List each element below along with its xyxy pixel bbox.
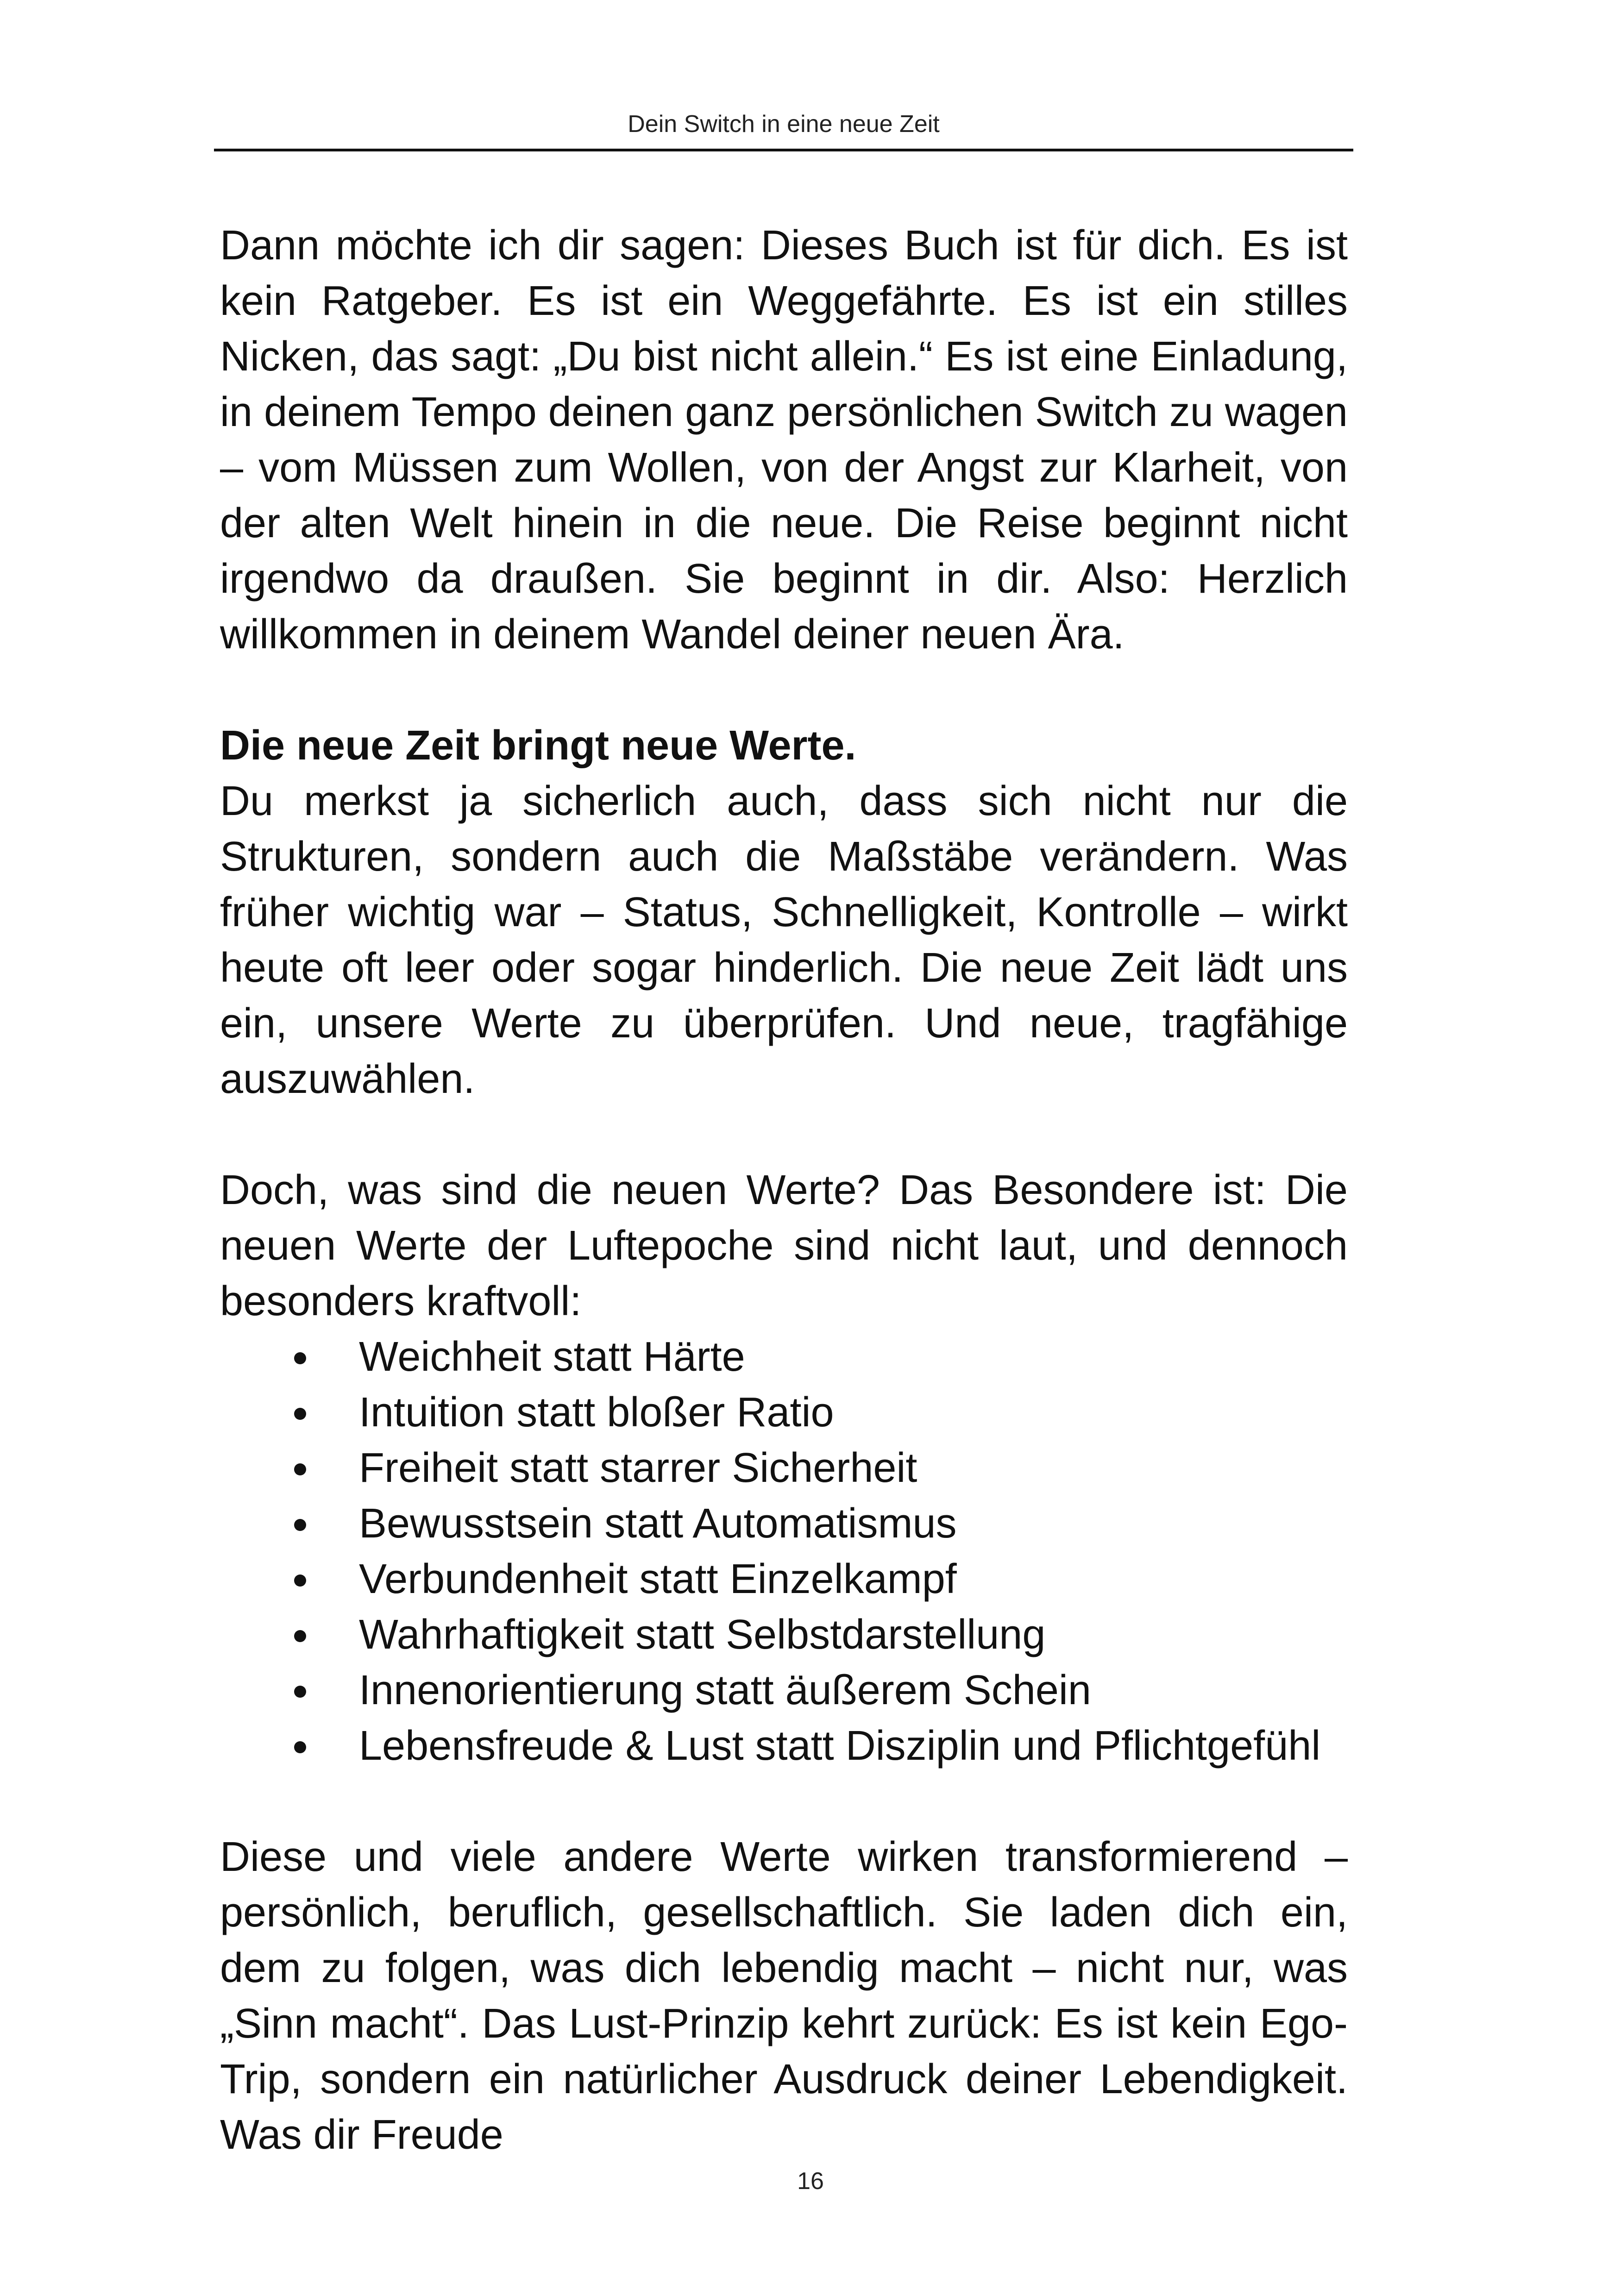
header-rule — [214, 149, 1353, 151]
list-item — [220, 1440, 1348, 1496]
list-item-text: Innenorientierung statt äußerem Schein — [359, 1667, 1091, 1713]
list-item-text: Wahrhaftigkeit statt Selbstdarstellung — [359, 1612, 1046, 1658]
list-item-text: Verbundenheit statt Einzelkampf — [359, 1556, 957, 1602]
list-item — [220, 1607, 1348, 1662]
list-item-text: Bewusstsein statt Automatismus — [359, 1500, 957, 1547]
list-item-text: Freiheit statt starrer Sicherheit — [359, 1445, 917, 1491]
bullet-icon — [294, 1408, 306, 1420]
list-item — [220, 1662, 1348, 1718]
list-item — [220, 1385, 1348, 1440]
list-item — [220, 1551, 1348, 1607]
running-header: Dein Switch in eine neue Zeit — [628, 111, 940, 138]
page-number: 16 — [797, 2168, 824, 2195]
paragraph-question: Doch, was sind die neuen Werte? Das Besondere ist: Die neuen Werte der Luftepoche sind nicht laut, und dennoch besonders kraftvoll: — [220, 1167, 1348, 1324]
section-heading: Die neue Zeit bringt neue Werte. — [220, 722, 856, 769]
bullet-icon — [294, 1463, 306, 1475]
bullet-icon — [294, 1519, 306, 1531]
paragraph-intro: Dann möchte ich dir sagen: Dieses Buch ist für dich. Es ist kein Ratgeber. Es ist ein Weggefährte. Es ist ein stilles Nicken, das sagt: „Du bist nicht allein.“ Es ist eine Einladung, in deinem Tempo deinen ganz persönlichen Switch zu wagen – vom Müssen zum Wollen, von der Angst zur Klarheit, von der alten Welt hinein in die neue. Die Reise beginnt nicht irgendwo da draußen. Sie beginnt in dir. Also: Herzlich willkommen in deinem Wandel deiner neuen Ära. — [220, 222, 1348, 658]
list-item — [220, 1329, 1348, 1385]
bullet-icon — [294, 1741, 306, 1753]
paragraph-transformation: Diese und viele andere Werte wirken transformierend – persönlich, beruflich, gesellschaftlich. Sie laden dich ein, dem zu folgen, was dich lebendig macht – nicht nur, was „Sinn macht“. Das Lust-Prinzip kehrt zurück: Es ist kein Ego-Trip, sondern ein natürlicher Ausdruck deiner Lebendigkeit. Was dir Freude — [220, 1834, 1348, 2158]
list-item-text: Weichheit statt Härte — [359, 1334, 745, 1380]
paragraph-values-intro: Du merkst ja sicherlich auch, dass sich nicht nur die Strukturen, sondern auch die Maßstäbe verändern. Was früher wichtig war – Status, Schnelligkeit, Kontrolle – wirkt heute oft leer oder sogar hinderlich. Die neue Zeit lädt uns ein, unsere Werte zu überprüfen. Und neue, tragfähige auszuwählen. — [220, 778, 1348, 1102]
list-item — [220, 1718, 1348, 1774]
bullet-icon — [294, 1686, 306, 1698]
bullet-icon — [294, 1352, 306, 1364]
values-list — [220, 1329, 1348, 1774]
bullet-icon — [294, 1630, 306, 1642]
list-item-text: Intuition statt bloßer Ratio — [359, 1389, 834, 1436]
page-body — [220, 218, 1348, 2163]
bullet-icon — [294, 1575, 306, 1587]
list-item-text: Lebensfreude & Lust statt Disziplin und Pflichtgefühl — [359, 1723, 1321, 1769]
list-item — [220, 1496, 1348, 1551]
